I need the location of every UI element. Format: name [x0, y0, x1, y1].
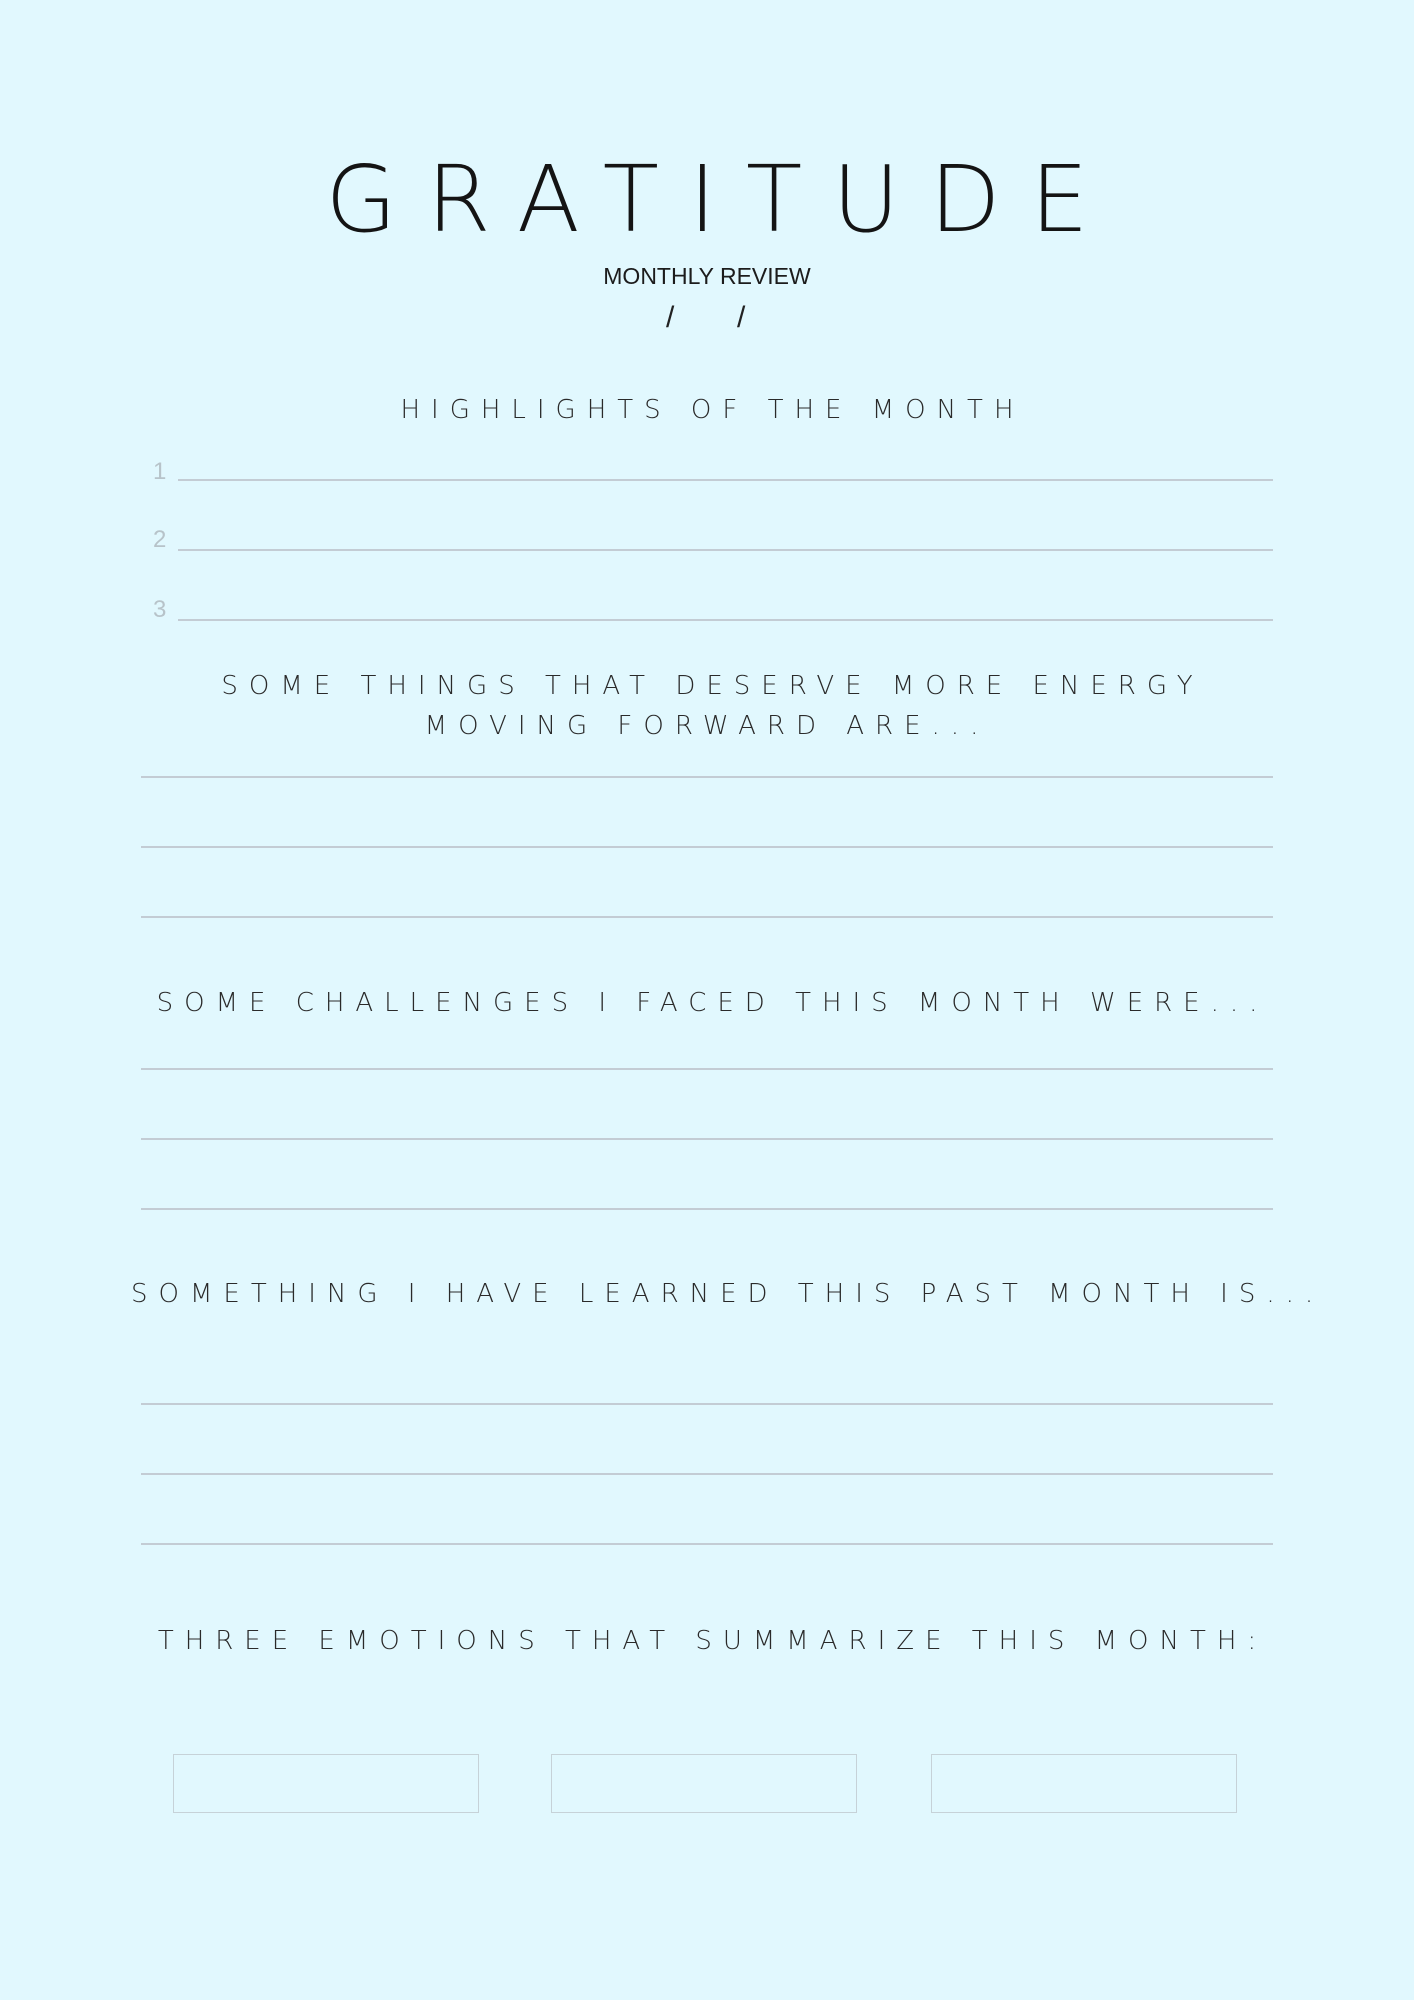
- emotion-box-1[interactable]: [173, 1754, 479, 1813]
- more-energy-line-1[interactable]: [141, 776, 1273, 778]
- learned-line-2[interactable]: [141, 1473, 1273, 1475]
- page-title: GRATITUDE: [325, 146, 1119, 253]
- more-energy-heading: SOME THINGS THAT DESERVE MORE ENERGY MOVING FORWARD ARE...: [221, 671, 1204, 741]
- date-separator-2: /: [737, 301, 746, 334]
- highlight-line-3[interactable]: [178, 619, 1273, 621]
- learned-line-3[interactable]: [141, 1543, 1273, 1545]
- date-separator-1: /: [666, 301, 675, 334]
- highlight-line-2[interactable]: [178, 549, 1273, 551]
- learned-line-1[interactable]: [141, 1403, 1273, 1405]
- page-subtitle: MONTHLY REVIEW: [603, 263, 811, 289]
- highlight-number-1: 1: [153, 458, 167, 485]
- more-energy-line-3[interactable]: [141, 916, 1273, 918]
- challenges-line-1[interactable]: [141, 1068, 1273, 1070]
- learned-heading: SOMETHING I HAVE LEARNED THIS PAST MONTH IS...: [131, 1279, 1325, 1309]
- challenges-heading: SOME CHALLENGES I FACED THIS MONTH WERE...: [156, 988, 1269, 1018]
- emotion-box-3[interactable]: [931, 1754, 1237, 1813]
- more-energy-line-2[interactable]: [141, 846, 1273, 848]
- emotion-box-2[interactable]: [551, 1754, 857, 1813]
- challenges-line-3[interactable]: [141, 1208, 1273, 1210]
- highlight-number-2: 2: [153, 526, 167, 553]
- emotions-heading: THREE EMOTIONS THAT SUMMARIZE THIS MONTH:: [157, 1626, 1268, 1656]
- highlight-number-3: 3: [153, 596, 167, 623]
- challenges-line-2[interactable]: [141, 1138, 1273, 1140]
- highlight-line-1[interactable]: [178, 479, 1273, 481]
- highlights-heading: HIGHLIGHTS OF THE MONTH: [400, 395, 1025, 425]
